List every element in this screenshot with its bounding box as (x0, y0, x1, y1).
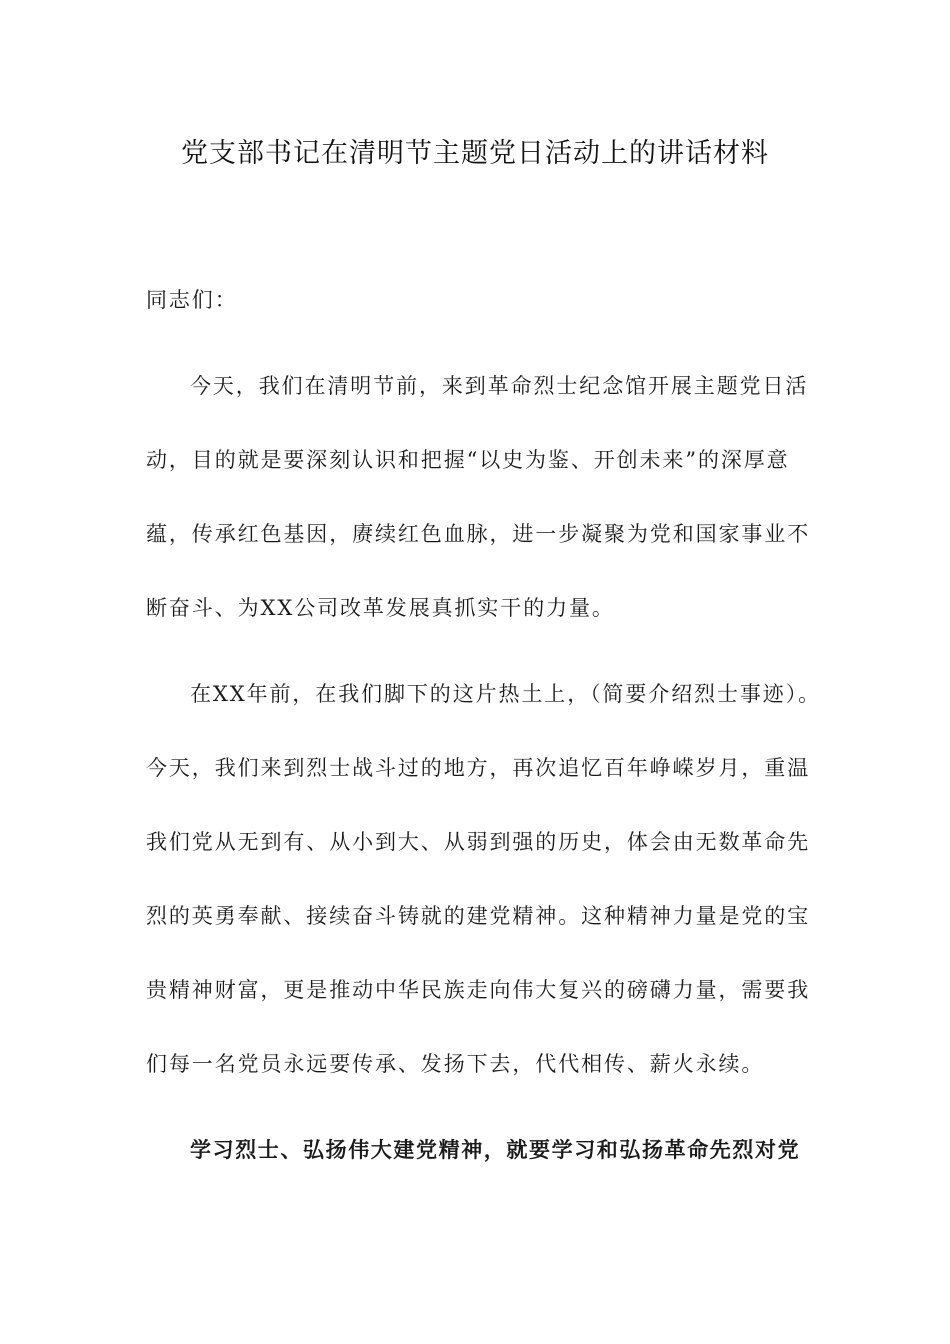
paragraph-1-line-1: 今天，我们在清明节前，来到革命烈士纪念馆开展主题党日活 (190, 374, 809, 398)
paragraph-2-line-5: 贵精神财富，更是推动中华民族走向伟大复兴的磅礴力量，需要我 (146, 978, 811, 1002)
paragraph-1-line-2: 动，目的就是要深刻认识和把握“以史为鉴、开创未来”的深厚意 (146, 448, 790, 472)
paragraph-2-line-2: 今天，我们来到烈士战斗过的地方，再次追忆百年峥嵘岁月，重温 (146, 756, 811, 780)
paragraph-2-line-3: 我们党从无到有、从小到大、从弱到强的历史，体会由无数革命先 (146, 830, 811, 854)
paragraph-2-line-1: 在XX年前，在我们脚下的这片热土上，（简要介绍烈士事迹）。 (190, 682, 821, 706)
paragraph-2-line-4: 烈的英勇奉献、接续奋斗铸就的建党精神。这种精神力量是党的宝 (146, 904, 811, 928)
paragraph-1-line-3: 蕴，传承红色基因，赓续红色血脉，进一步凝聚为党和国家事业不 (146, 522, 811, 546)
paragraph-1-line-4: 断奋斗、为XX公司改革发展真抓实干的力量。 (146, 596, 615, 620)
paragraph-2-line-6: 们每一名党员永远要传承、发扬下去，代代相传、薪火永续。 (146, 1052, 765, 1076)
document-title: 党支部书记在清明节主题党日活动上的讲话材料 (181, 138, 769, 169)
paragraph-3-line-1: 学习烈士、弘扬伟大建党精神，就要学习和弘扬革命先烈对党 (190, 1138, 801, 1162)
salutation: 同志们： (146, 288, 238, 312)
